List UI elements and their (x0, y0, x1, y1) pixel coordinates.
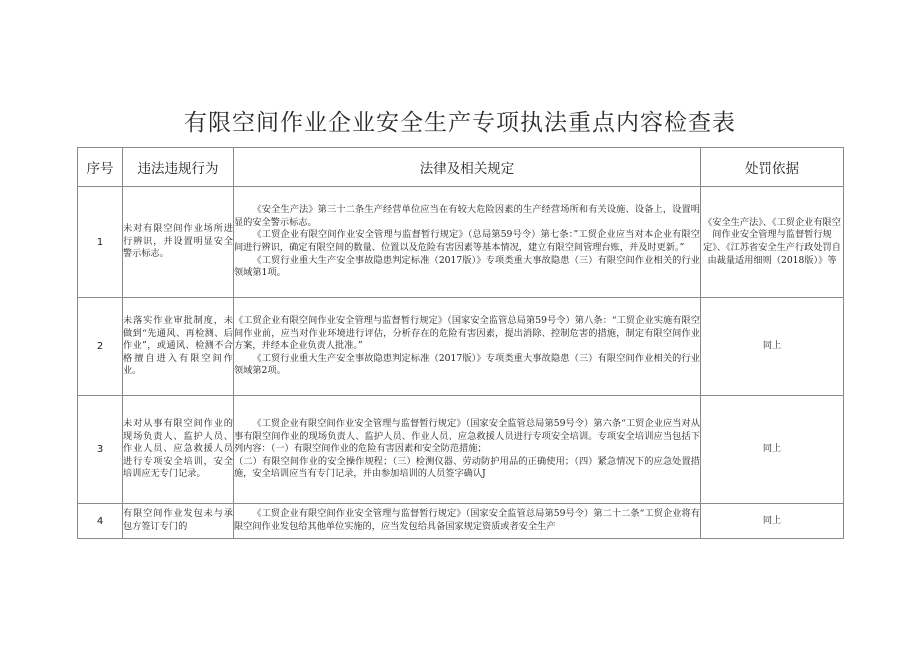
header-law: 法律及相关规定 (234, 148, 701, 187)
violation-cell: 未对有限空间作业场所进行辨识，并设置明显安全警示标志。 (123, 187, 234, 298)
law-cell (234, 396, 701, 504)
law-paragraph: （二）有限空间作业的安全操作规程；（三）检测仪器、劳动防护用品的正确使用；（四）紧急情况下的应急处置措施，安全培训应当有专门记录，并由参加培训的人员签字确认J (234, 455, 700, 480)
law-cell (234, 187, 701, 298)
violation-cell: 未落实作业审批制度，未做到“先通风、再检测、后作业”，或通风、检测不合格擅自进入有限空间作业。 (123, 298, 234, 396)
law-cell (234, 504, 701, 539)
row-number: 4 (78, 504, 123, 539)
header-row (78, 148, 844, 187)
law-paragraph: 《工贸行业重大生产安全事故隐患判定标准（2017版）》专项类重大事故隐患（三）有限空间作业相关的行业领域第1项。 (234, 254, 700, 279)
penalty-cell: 同上 (701, 504, 844, 539)
table-row (78, 187, 844, 298)
law-paragraph: 《工贸企业有限空间作业安全管理与监督暂行规定》（国家安全监管总局第59号令）第八条：“工贸企业实施有限空间作业前，应当对作业环境进行评估，分析存在的危险有害因素，提出消除、控制危害的措施，制定有限空间作业方案，并经本企业负责人批准。” (234, 315, 700, 352)
inspection-table (77, 147, 844, 539)
table-row (78, 504, 844, 539)
page-title: 有限空间作业企业安全生产专项执法重点内容检查表 (184, 110, 736, 136)
row-number: 2 (78, 298, 123, 396)
penalty-cell: 《安全生产法》、《工贸企业有限空间作业安全管理与监督暂行规定》、《江苏省安全生产行政处罚自由裁量适用细则（2018版）》等 (701, 187, 844, 298)
violation-cell: 有限空间作业发包未与承包方签订专门的 (123, 504, 234, 539)
row-number: 1 (78, 187, 123, 298)
row-number: 3 (78, 396, 123, 504)
penalty-cell: 同上 (701, 298, 844, 396)
penalty-cell: 同上 (701, 396, 844, 504)
header-violation: 违法违规行为 (123, 148, 234, 187)
law-paragraph: 《工贸企业有限空间作业安全管理与监督暂行规定》（国家安全监管总局第59号令）第六条“工贸企业应当对从事有限空间作业的现场负责人、监护人员、作业人员、应急救援人员进行专项安全培训。专项安全培训应当包括下列内容：（一）有限空间作业的危险有害因素和安全防范措施； (234, 418, 700, 455)
law-paragraph: 《安全生产法》第三十二条生产经营单位应当在有较大危险因素的生产经营场所和有关设施、设备上，设置明显的安全警示标志。 (234, 204, 700, 228)
violation-cell: 未对从事有限空间作业的现场负责人、监护人员、作业人员、应急救援人员进行专项安全培训，安全培训应无专门记录。 (123, 396, 234, 504)
law-paragraph: 《工贸行业重大生产安全事故隐患判定标准（2017版）》专项类重大事故隐患（三）有限空间作业相关的行业领域第2项。 (234, 352, 700, 377)
header-no: 序号 (78, 148, 123, 187)
law-paragraph: 《工贸企业有限空间作业安全管理与监督暂行规定》（总局第59号令）第七条：”工贸企业应当对本企业有限空间进行辨识，确定有限空间的数量、位置以及危险有害因素等基本情况，建立有限空间管理台账，并及时更新。” (234, 229, 700, 253)
table-row (78, 396, 844, 504)
law-paragraph: 《工贸企业有限空间作业安全管理与监督暂行规定》（国家安全监管总局第59号令）第二十二条“工贸企业将有限空间作业发包给其他单位实施的，应当发包给具备国家规定资质或者安全生产 (234, 508, 700, 532)
header-penalty: 处罚依据 (701, 148, 844, 187)
law-cell (234, 298, 701, 396)
table-row (78, 298, 844, 396)
